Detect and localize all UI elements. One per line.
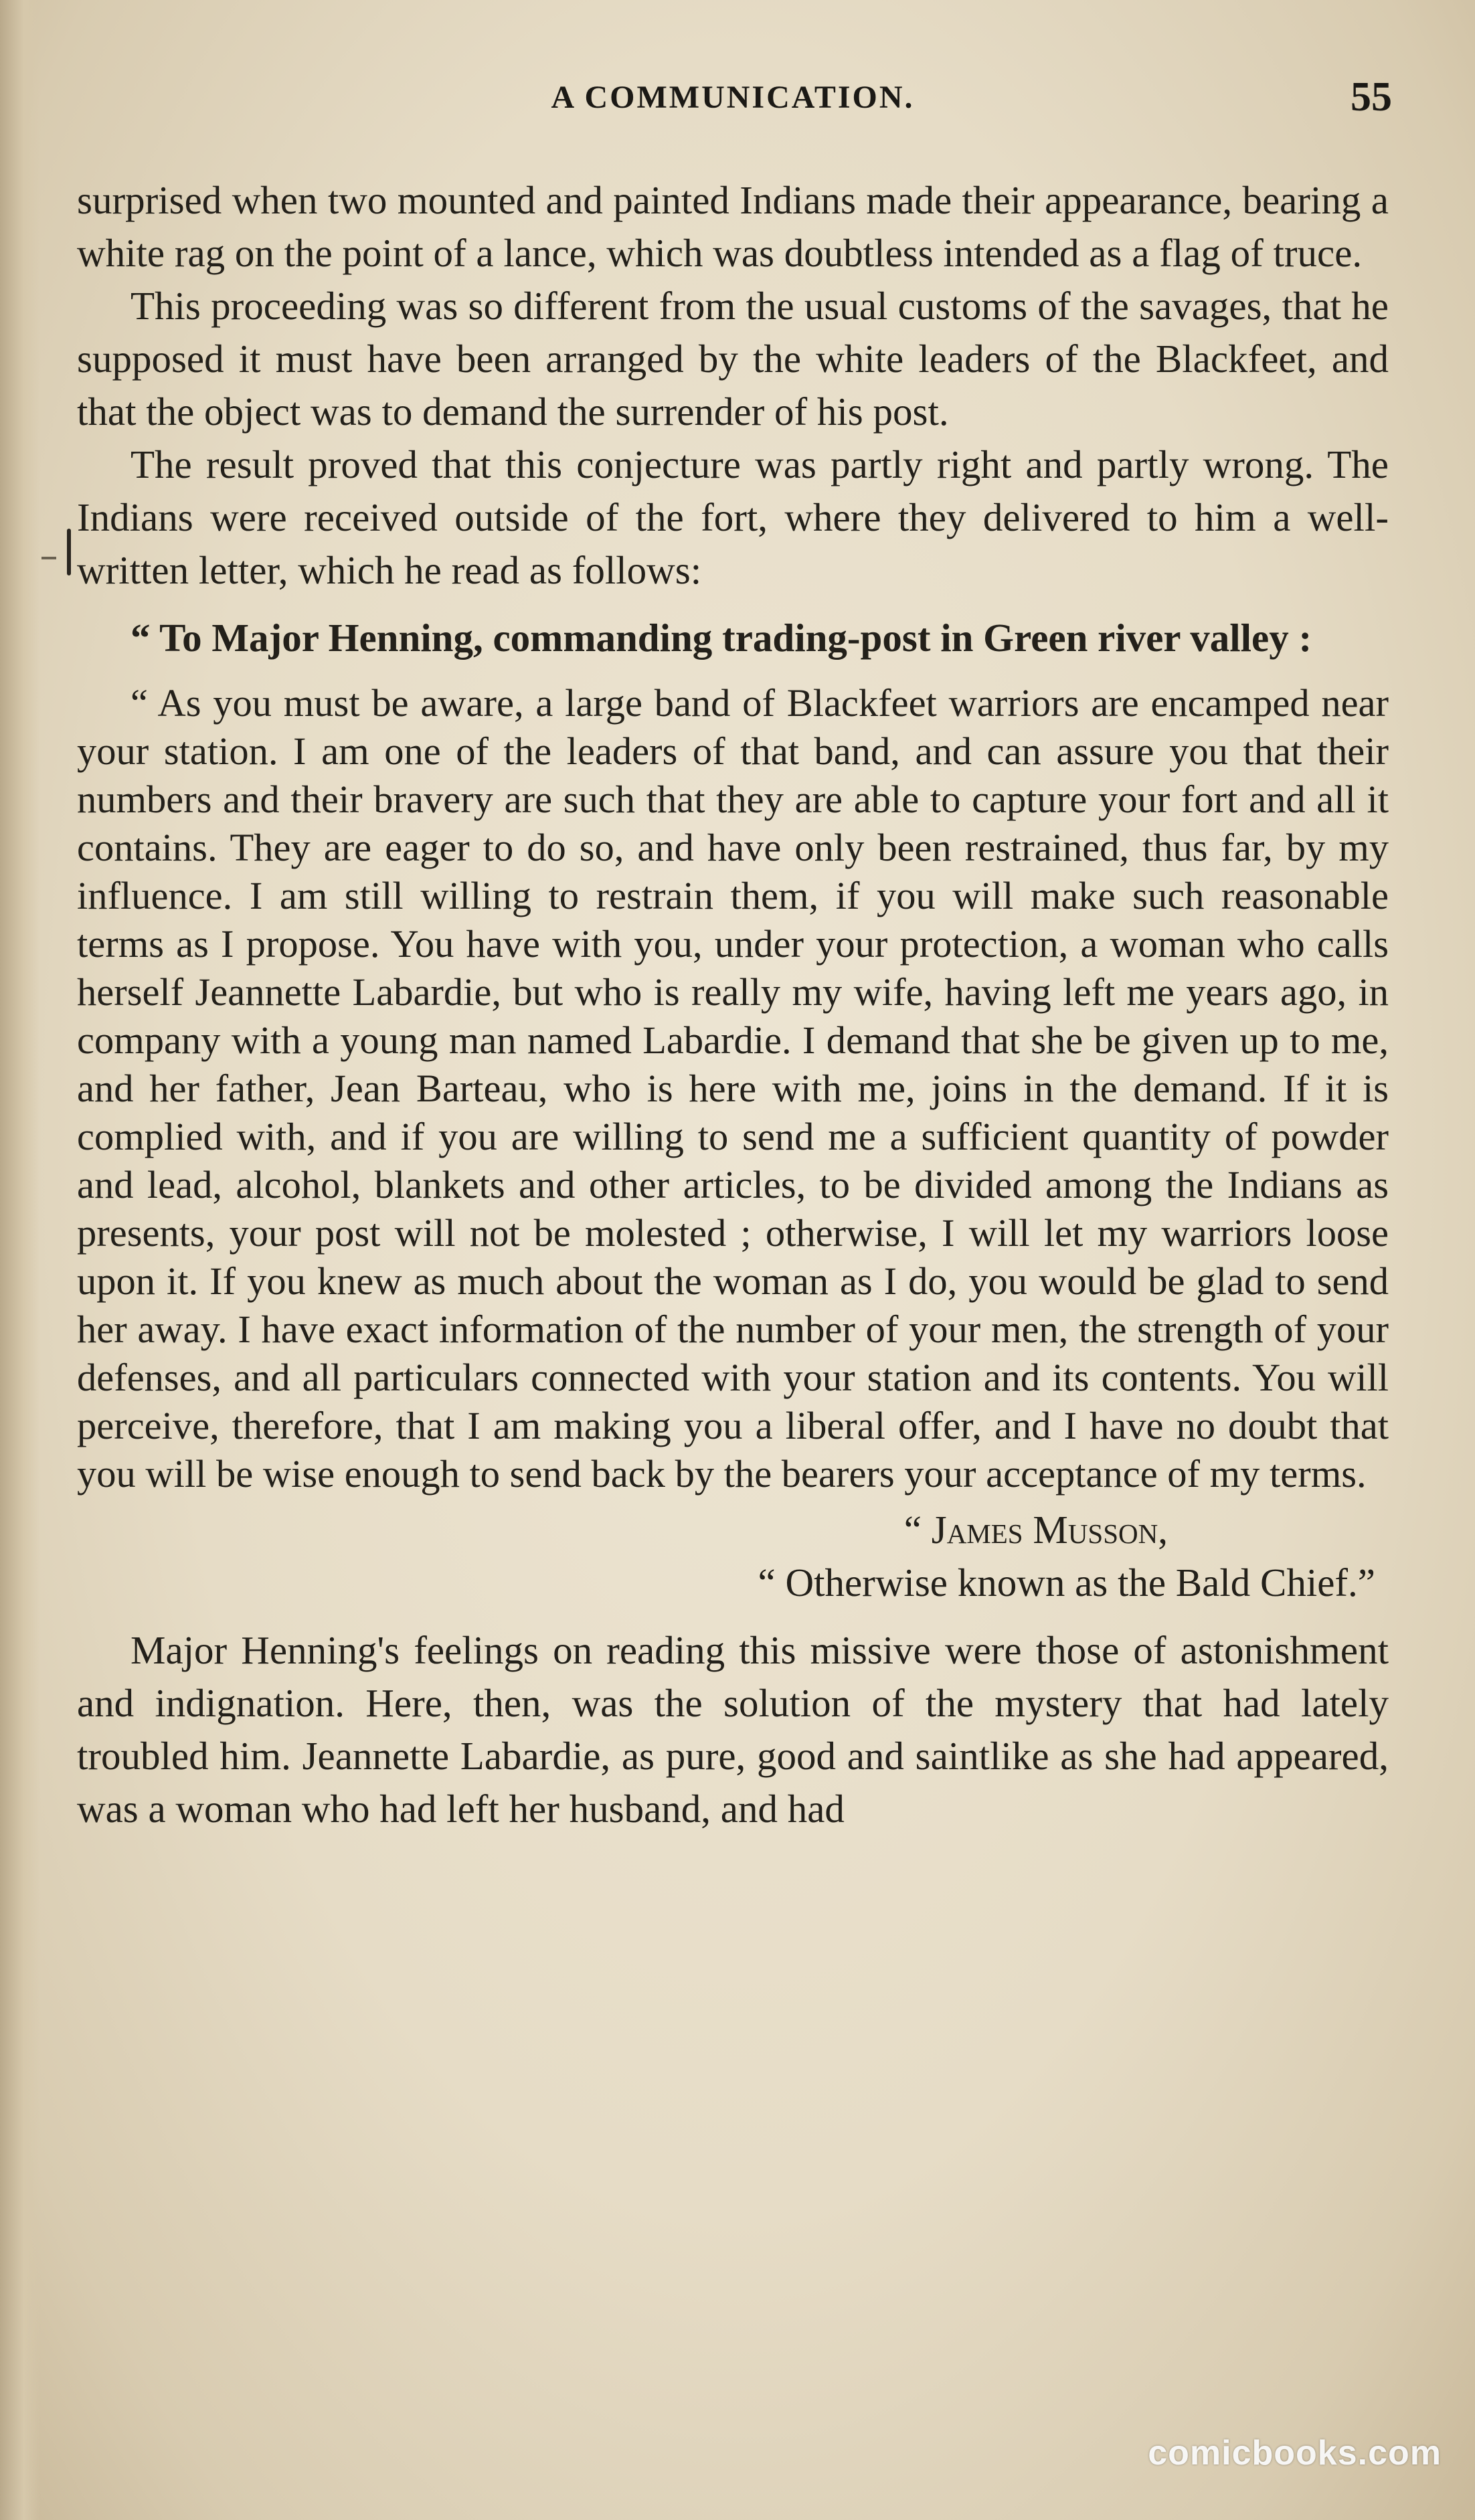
paragraph-4: Major Henning's feelings on reading this missive were those of astonishment and indignation. Here, then, was the solution of the mystery that had lately troubled him. Jeannette Labardie, as pure, good and saintlike as she had appeared, was a woman who had left her husband, and had — [77, 1628, 1389, 1831]
paragraph-1: surprised when two mounted and painted Indians made their appearance, bearing a white rag on the point of a lance, which was doubtless intended as a flag of truce. — [77, 178, 1389, 275]
page-header — [74, 74, 1392, 132]
page-gutter-shadow — [0, 0, 40, 2520]
paragraph-2: This proceeding was so different from the usual customs of the savages, that he supposed it must have been arranged by the white leaders of the Blackfeet, and that the object was to demand the surrender of his post. — [77, 284, 1389, 434]
letter-signature — [77, 1504, 1389, 1609]
margin-bracket — [67, 529, 71, 575]
page-number: 55 — [1351, 74, 1392, 120]
signature-alias: “ Otherwise known as the Bald Chief.” — [758, 1560, 1375, 1605]
page-text — [77, 174, 1389, 1835]
margin-mark — [41, 557, 56, 559]
watermark-logo: comicbooks.com — [1148, 2434, 1442, 2472]
letter-body: “ As you must be aware, a large band of Blackfeet warriors are encamped near your station. I am one of the leaders of that band, and can assure you that their numbers and their bravery are such that they are able to capture your fort and all it contains. They are eager to do so, and have only been restrained, thus far, by my influence. I am still willing to restrain them, if you will make such reasonable terms as I propose. You have with you, under your protection, a woman who calls herself Jeannette Labardie, but who is really my wife, having left me years ago, in company with a young man named Labardie. I demand that she be given up to me, and her father, Jean Barteau, who is here with me, joins in the demand. If it is complied with, and if you are willing to send me a sufficient quantity of powder and lead, alcohol, blankets and other articles, to be divided among the Indians as presents, your post will not be molested ; otherwise, I will let my warriors loose upon it. If you knew as much about the woman as I do, you would be glad to send her away. I have exact information of the number of your men, the strength of your defenses, and all particulars connected with your station and its contents. You will perceive, therefore, that I am making you a liberal offer, and I have no doubt that you will be wise enough to send back by the bearers your acceptance of my terms. — [77, 681, 1389, 1496]
running-head: A COMMUNICATION. — [551, 80, 915, 115]
paragraph-3: The result proved that this conjecture was partly right and partly wrong. The Indians were received outside of the fort, where they delivered to him a well-written letter, which he read as follows: — [77, 442, 1389, 592]
signature-name: “ James Musson, — [903, 1508, 1168, 1552]
letter-salutation: “ To Major Henning, commanding trading-post in Green river valley : — [131, 616, 1312, 660]
